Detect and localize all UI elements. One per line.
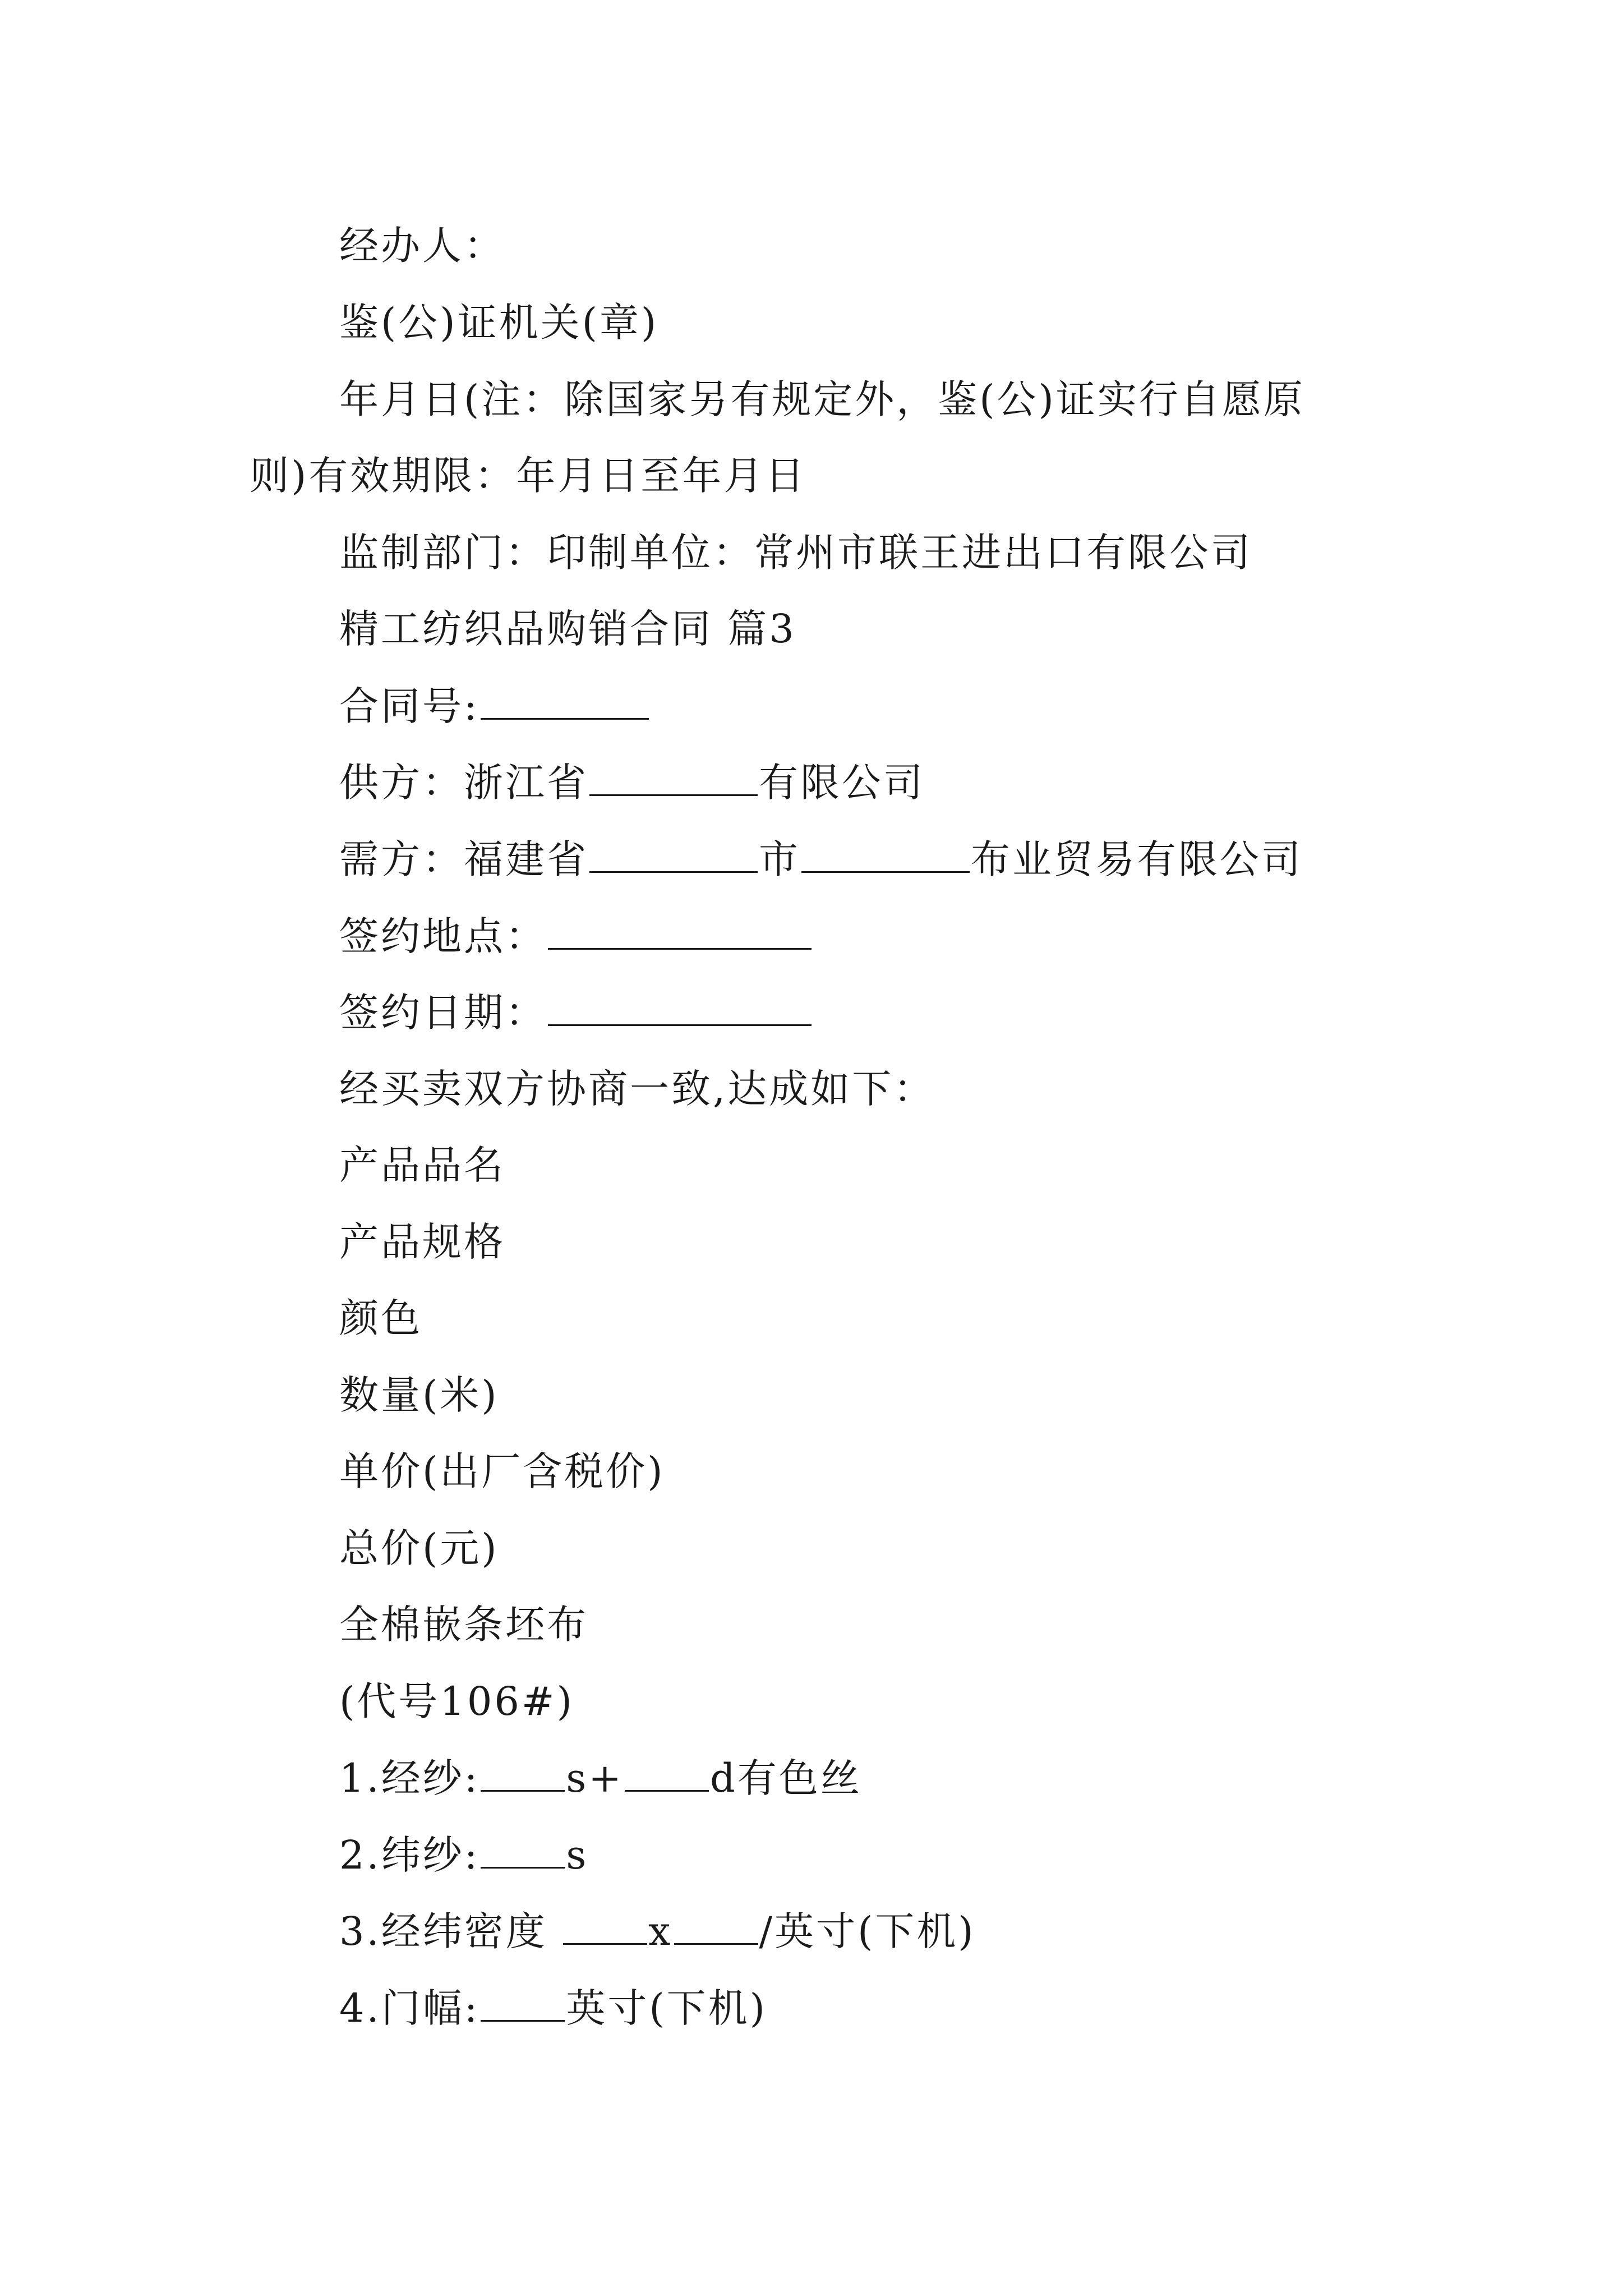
total-price-label: 总价(元) xyxy=(339,1525,499,1571)
contract-number-line xyxy=(339,679,650,733)
width-unit: 英寸(下机) xyxy=(566,1985,767,2031)
supplier-label: 供方：浙江省 xyxy=(339,760,588,806)
supplier-line xyxy=(339,755,925,809)
sign-place-blank xyxy=(548,909,811,950)
notary-label: 鉴(公)证机关(章) xyxy=(339,300,659,346)
contract-number-blank xyxy=(481,679,649,720)
density-label: 3.经纬密度 xyxy=(339,1908,562,1954)
weft-label: 2.纬纱: xyxy=(339,1832,480,1878)
warp-label: 1.经纱: xyxy=(339,1755,480,1801)
density-line xyxy=(339,1904,976,1958)
agreement-text: 经买卖双方协商一致,达成如下： xyxy=(339,1066,935,1112)
buyer-city: 市 xyxy=(759,836,800,882)
contract-number-label: 合同号: xyxy=(339,683,479,729)
buyer-blank-1 xyxy=(589,832,758,873)
handler-line xyxy=(339,219,505,273)
date-note-text: 年月日(注：除国家另有规定外，鉴(公)证实行自愿原 xyxy=(339,376,1305,422)
width-line xyxy=(339,1981,767,2035)
weft-line xyxy=(339,1828,588,1881)
handler-label: 经办人： xyxy=(339,223,505,269)
unit-price-line xyxy=(339,1444,665,1498)
buyer-blank-2 xyxy=(801,832,970,873)
warp-blank-1 xyxy=(481,1751,565,1792)
sign-place-line xyxy=(339,909,813,963)
sign-date-line xyxy=(339,985,813,1039)
density-x: x xyxy=(648,1908,673,1954)
fabric-line xyxy=(339,1598,588,1651)
contract-title: 精工纺织品购销合同 篇3 xyxy=(339,606,796,652)
date-note-line xyxy=(339,372,1305,426)
supervisor-text: 监制部门：印制单位：常州市联王进出口有限公司 xyxy=(339,530,1252,576)
quantity-line xyxy=(339,1368,499,1422)
agreement-line xyxy=(339,1062,935,1116)
buyer-label: 需方：福建省 xyxy=(339,836,588,882)
color-line xyxy=(339,1291,422,1345)
density-unit: /英寸(下机) xyxy=(759,1908,976,1954)
color-label: 颜色 xyxy=(339,1295,422,1341)
product-name-line xyxy=(339,1138,505,1192)
supplier-suffix: 有限公司 xyxy=(759,760,925,806)
section-title xyxy=(339,602,796,656)
notary-line xyxy=(339,296,658,349)
warp-blank-2 xyxy=(625,1751,709,1792)
buyer-suffix: 布业贸易有限公司 xyxy=(971,836,1303,882)
product-name-label: 产品品名 xyxy=(339,1142,505,1188)
sign-date-blank xyxy=(548,985,811,1026)
code-line xyxy=(339,1674,574,1728)
warp-line xyxy=(339,1751,862,1805)
buyer-line xyxy=(339,832,1303,886)
weft-unit: s xyxy=(566,1832,589,1878)
fabric-name: 全棉嵌条坯布 xyxy=(339,1602,588,1648)
density-blank-1 xyxy=(563,1904,647,1945)
sign-place-label: 签约地点： xyxy=(339,913,547,959)
warp-unit-1: s+ xyxy=(566,1755,624,1801)
warp-unit-2: d有色丝 xyxy=(709,1755,862,1801)
width-label: 4.门幅: xyxy=(339,1985,480,2031)
validity-text: 则)有效期限：年月日至年月日 xyxy=(250,453,807,499)
fabric-code: (代号106#) xyxy=(339,1678,574,1724)
sign-date-label: 签约日期： xyxy=(339,990,547,1036)
product-spec-label: 产品规格 xyxy=(339,1219,505,1265)
supervisor-line xyxy=(339,526,1252,579)
total-price-line xyxy=(339,1521,499,1575)
validity-line xyxy=(250,449,806,503)
product-spec-line xyxy=(339,1215,505,1269)
density-blank-2 xyxy=(674,1904,758,1945)
unit-price-label: 单价(出厂含税价) xyxy=(339,1448,665,1494)
weft-blank xyxy=(481,1828,565,1869)
width-blank xyxy=(481,1981,565,2022)
quantity-label: 数量(米) xyxy=(339,1372,499,1418)
supplier-blank xyxy=(589,755,758,796)
